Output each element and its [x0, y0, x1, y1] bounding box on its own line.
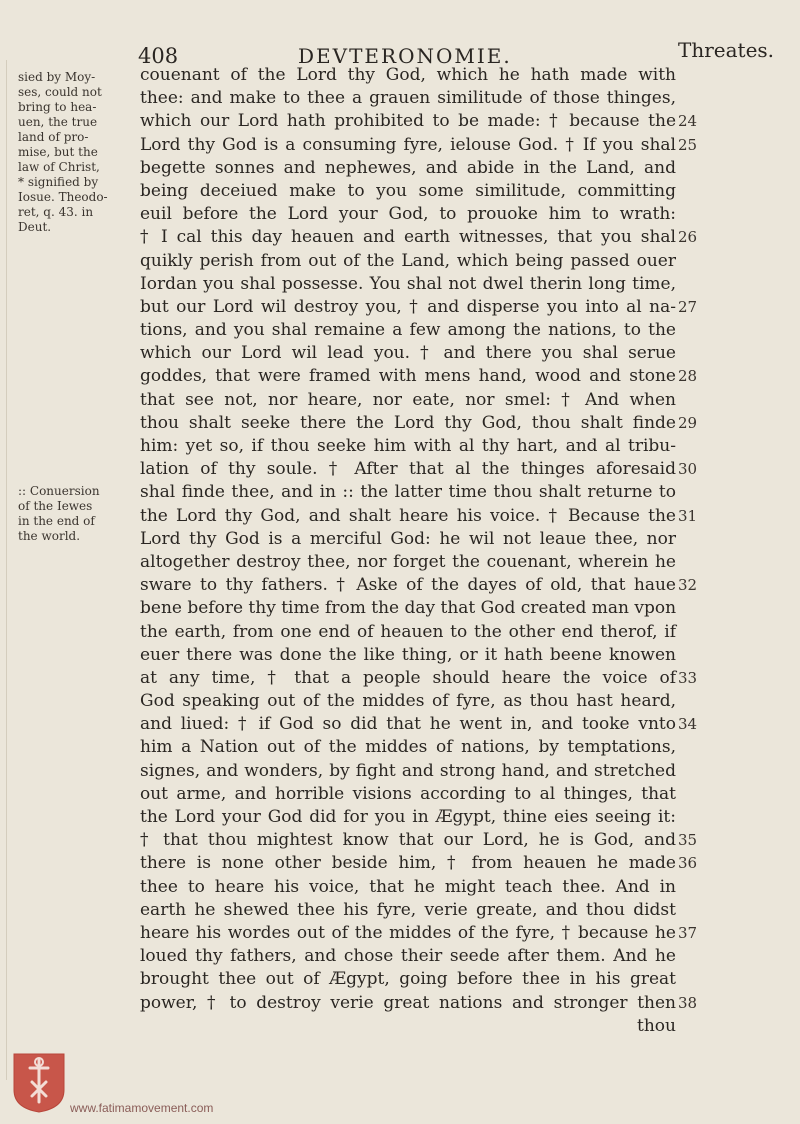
verse-number — [678, 528, 718, 551]
verse-number — [678, 968, 718, 991]
verse-number: 37 — [678, 923, 698, 942]
text-line: † I cal this day heauen and earth witnesses, that you shal — [140, 227, 676, 248]
text-line: Iordan you shal possesse. You shal not dwel therin long time, — [140, 273, 676, 294]
text-line: at any time, † that a people should heare the voice of — [140, 667, 676, 688]
verse-number — [678, 1015, 718, 1038]
text-line: heare his wordes out of the middes of the fyre, † because he — [140, 922, 676, 943]
verse-number — [678, 806, 718, 829]
text-line: euil before the Lord your God, to prouoke him to wrath: — [140, 204, 676, 225]
text-line: the Lord your God did for you in Ægypt, thine eies seeing it: — [140, 807, 676, 827]
text-line: sware to thy fathers. † Aske of the dayes of old, that haue — [140, 575, 676, 596]
text-line: shal finde thee, and in :: the latter time thou shalt returne to — [140, 482, 676, 503]
text-line: which our Lord hath prohibited to be made: † because the — [140, 111, 676, 132]
running-title: DEVTERONOMIE. — [298, 44, 512, 68]
page-edge-shadow — [6, 60, 7, 1080]
verse-number — [678, 342, 718, 365]
verse-number: 36 — [678, 854, 698, 873]
verse-number — [678, 876, 718, 899]
verse-number: 27 — [678, 297, 698, 316]
verse-number: 30 — [678, 460, 698, 479]
verse-number: 26 — [678, 228, 698, 247]
text-line: him a Nation out of the middes of nations, by temptations, — [140, 737, 676, 758]
text-line: brought thee out of Ægypt, going before thee in his great — [140, 969, 676, 990]
verse-number — [678, 64, 718, 87]
text-line: out arme, and horrible visions according to al thinges, that — [140, 783, 676, 804]
text-line: goddes, that were framed with mens hand, wood and stone — [140, 366, 676, 387]
verse-number: 34 — [678, 715, 698, 734]
margin-note-law-of-christ: sied by Moy- ses, could not bring to hea- uen, the true land of pro- mise, but the law of Christ, * signified by Iosue. Theodo- ret, q. 43. in Deut. — [18, 70, 108, 234]
text-line: Lord thy God is a merciful God: he wil not leaue thee, nor — [140, 528, 676, 549]
verse-number — [678, 389, 718, 412]
text-line: loued thy fathers, and chose their seede after them. And he — [140, 946, 676, 967]
verse-number — [678, 319, 718, 342]
verse-number: 33 — [678, 668, 698, 687]
text-line: but our Lord wil destroy you, † and disperse you into al na- — [140, 296, 676, 317]
verse-number: 35 — [678, 831, 698, 850]
text-line: thou — [637, 1015, 676, 1036]
verse-number — [678, 736, 718, 759]
verse-number: 29 — [678, 413, 698, 432]
text-line: power, † to destroy verie great nations and stronger then — [140, 992, 676, 1013]
verse-number: 32 — [678, 576, 698, 595]
verse-number: 31 — [678, 506, 698, 525]
text-line: there is none other beside him, † from heauen he made — [140, 853, 676, 874]
website-link[interactable]: www.fatimamovement.com — [70, 1101, 214, 1115]
verse-number — [678, 597, 718, 620]
text-line: lation of thy soule. † After that al the thinges aforesaid — [140, 459, 676, 480]
verse-number: 24 — [678, 112, 698, 131]
text-line: the earth, from one end of heauen to the other end therof, if — [140, 621, 676, 642]
text-line: that see not, nor heare, nor eate, nor smel: † And when — [140, 389, 676, 410]
text-line: euer there was done the like thing, or it hath beene knowen — [140, 644, 676, 665]
papal-seal-icon — [12, 1052, 66, 1114]
verse-number — [678, 690, 718, 713]
verse-number: 25 — [678, 135, 698, 154]
text-line: which our Lord wil lead you. † and there you shal serue — [140, 343, 676, 364]
verse-number — [678, 481, 718, 504]
text-line: the Lord thy God, and shalt heare his voice. † Because the — [140, 505, 676, 526]
verse-number — [678, 250, 718, 273]
verse-number — [678, 157, 718, 180]
verse-number — [678, 783, 718, 806]
text-line: and liued: † if God so did that he went in, and tooke vnto — [140, 714, 676, 735]
text-line: signes, and wonders, by fight and strong hand, and stretched — [140, 760, 676, 781]
verse-number: 28 — [678, 367, 698, 386]
margin-note-conversion-of-jews: :: Conuersion of the Iewes in the end of the world. — [18, 484, 100, 543]
text-line: bene before thy time from the day that God created man vpon — [140, 598, 677, 619]
text-line: thee: and make to thee a grauen similitude of those thinges, — [140, 88, 676, 109]
verse-number — [678, 203, 718, 226]
verse-number: 38 — [678, 993, 698, 1012]
text-line: quikly perish from out of the Land, which being passed ouer — [140, 250, 676, 271]
text-line: altogether destroy thee, nor forget the couenant, wherein he — [140, 551, 676, 572]
text-line: tions, and you shal remaine a few among the nations, to the — [140, 320, 676, 341]
verse-number — [678, 899, 718, 922]
text-line: being deceiued make to you some similitude, committing — [140, 180, 676, 201]
text-line: God speaking out of the middes of fyre, as thou hast heard, — [140, 691, 676, 712]
verse-number — [678, 87, 718, 110]
verse-number — [678, 621, 718, 644]
text-line: thee to heare his voice, that he might teach thee. And in — [140, 876, 676, 897]
verse-number-column — [678, 64, 718, 1038]
text-line: him: yet so, if thou seeke him with al thy hart, and al tribu- — [140, 436, 676, 456]
verse-number — [678, 435, 718, 458]
text-line: couenant of the Lord thy God, which he hath made with — [140, 65, 676, 85]
verse-number — [678, 760, 718, 783]
verse-number — [678, 644, 718, 667]
page-number: 408 — [138, 44, 179, 68]
verse-number — [678, 945, 718, 968]
verse-number — [678, 551, 718, 574]
verse-number — [678, 273, 718, 296]
text-line: begette sonnes and nephewes, and abide in the Land, and — [140, 157, 676, 178]
body-text-column — [140, 64, 676, 1038]
text-line: † that thou mightest know that our Lord, he is God, and — [140, 830, 676, 851]
section-title: Threates. — [678, 38, 775, 62]
verse-number — [678, 180, 718, 203]
text-line: Lord thy God is a consuming fyre, ielouse God. † If you shal — [140, 134, 676, 155]
text-line: thou shalt seeke there the Lord thy God, thou shalt finde — [140, 412, 676, 433]
text-line: earth he shewed thee his fyre, verie greate, and thou didst — [140, 899, 676, 920]
